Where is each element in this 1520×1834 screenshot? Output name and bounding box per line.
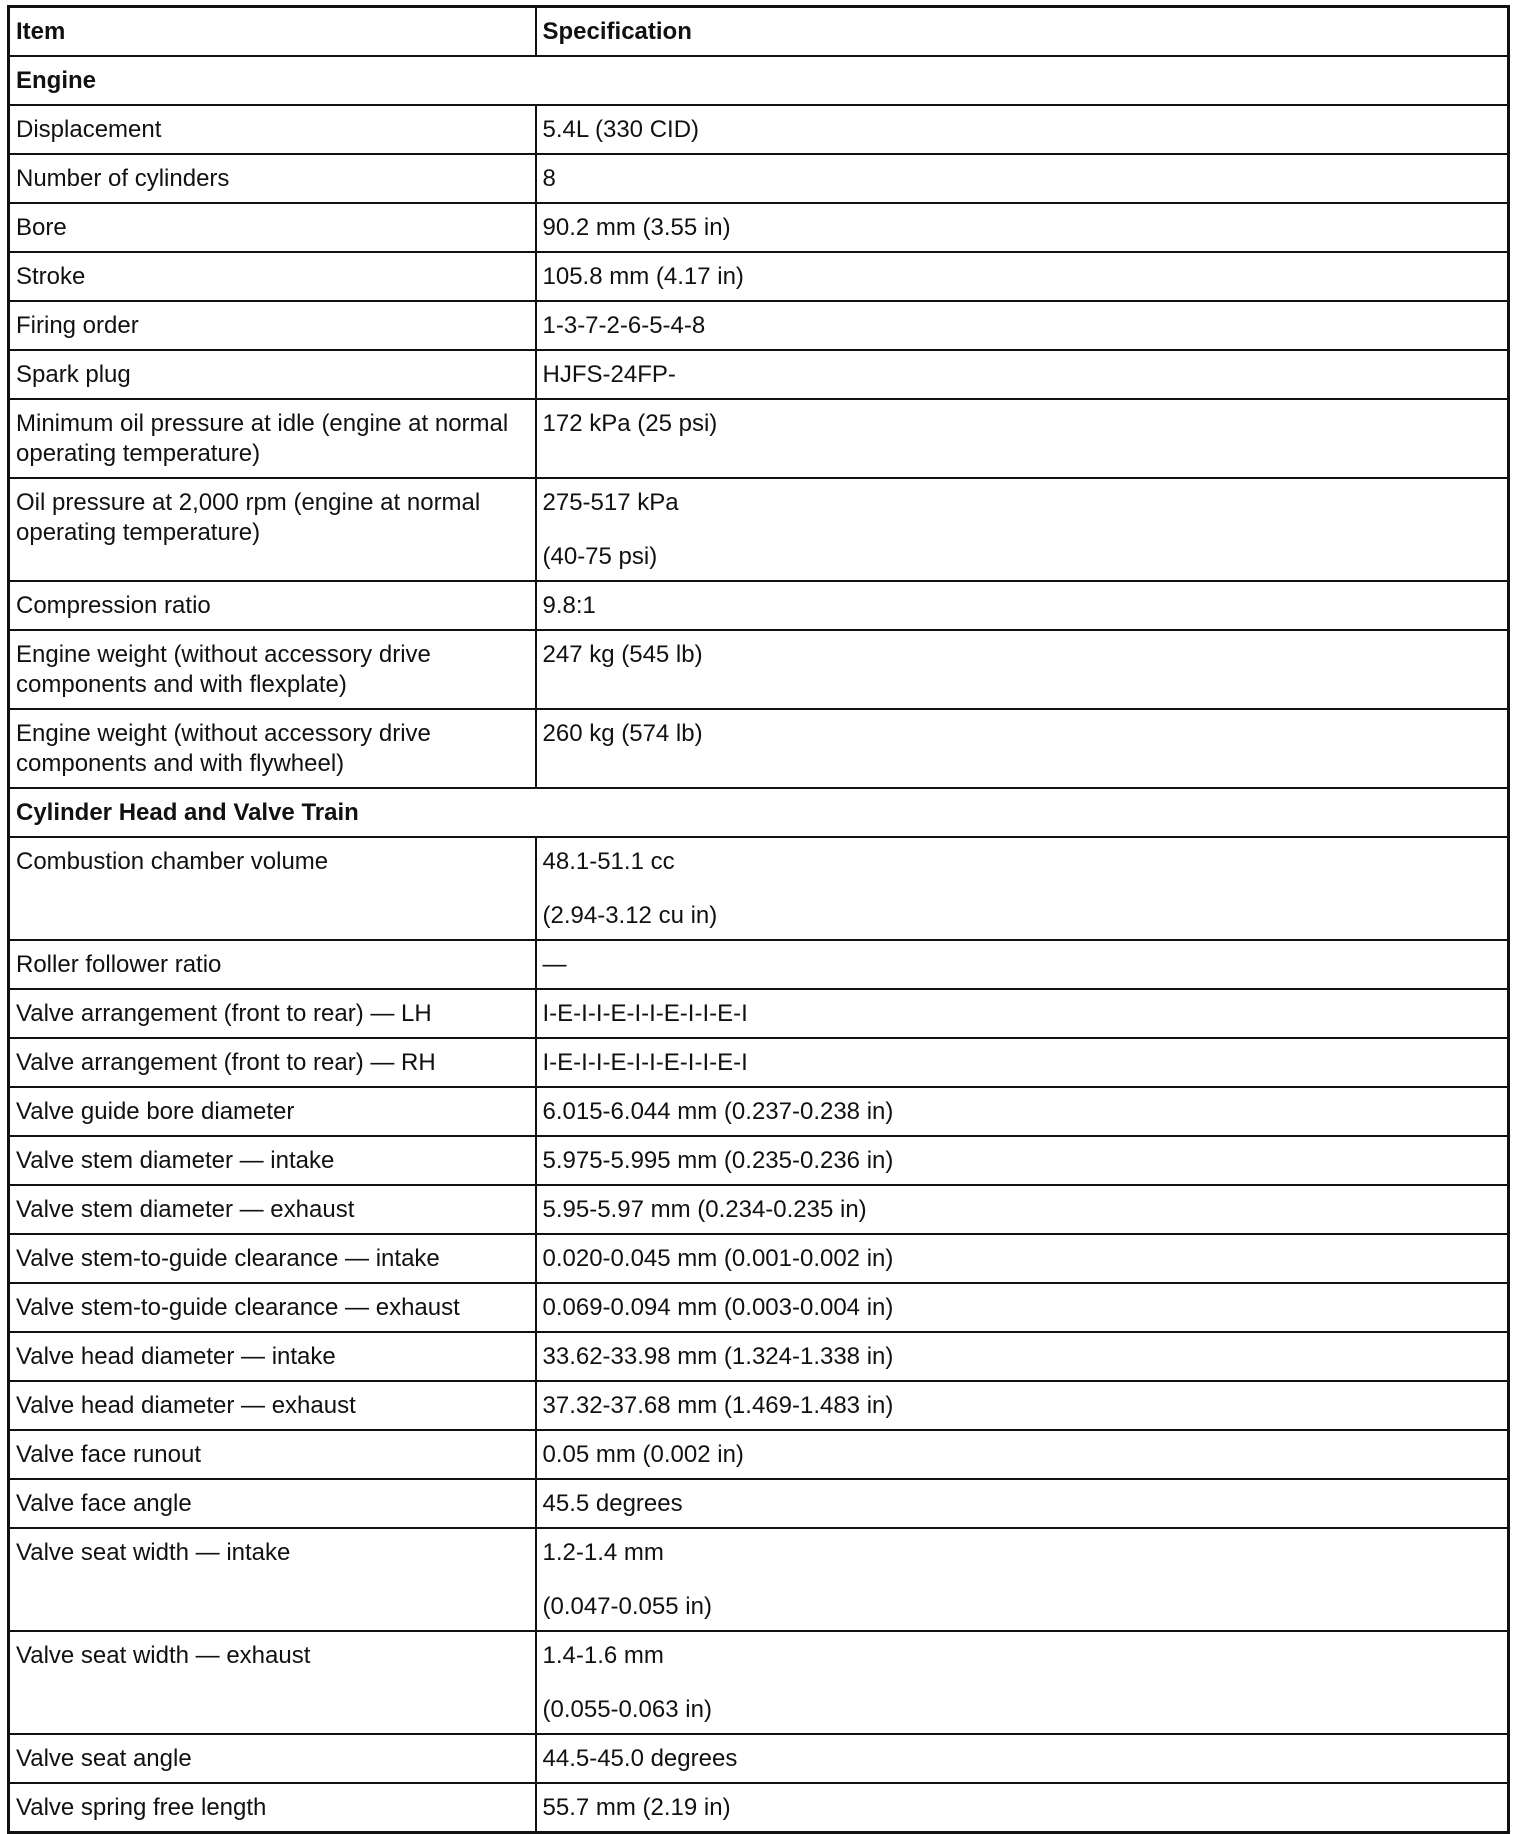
item-cell: Valve spring free length — [9, 1783, 536, 1833]
specification-value: I-E-I-I-E-I-I-E-I-I-E-I — [542, 1049, 748, 1076]
section-header-row — [9, 56, 1509, 105]
item-cell: Valve face angle — [9, 1479, 536, 1528]
table-row — [9, 252, 1509, 301]
specification-cell — [536, 154, 1509, 203]
specification-cell — [536, 1734, 1509, 1783]
specification-value: 275-517 kPa — [542, 489, 679, 516]
specification-value: 0.069-0.094 mm (0.003-0.004 in) — [542, 1294, 894, 1321]
specification-value: 1.4-1.6 mm — [542, 1642, 664, 1669]
item-cell: Stroke — [9, 252, 536, 301]
table-row — [9, 1479, 1509, 1528]
specification-cell — [536, 203, 1509, 252]
table-row — [9, 1185, 1509, 1234]
item-cell: Bore — [9, 203, 536, 252]
table-row — [9, 1234, 1509, 1283]
specification-cell — [536, 1479, 1509, 1528]
specification-cell — [536, 478, 1509, 581]
specification-value-secondary: (0.047-0.055 in) — [542, 1593, 712, 1620]
specification-value: 33.62-33.98 mm (1.324-1.338 in) — [542, 1343, 894, 1370]
table-row — [9, 105, 1509, 154]
specification-table — [7, 5, 1510, 1834]
specification-value: — — [542, 951, 567, 978]
specification-value: 8 — [542, 165, 556, 192]
specification-cell — [536, 1332, 1509, 1381]
item-cell: Valve seat width — exhaust — [9, 1631, 536, 1734]
item-cell: Valve stem diameter — intake — [9, 1136, 536, 1185]
specification-value: 260 kg (574 lb) — [542, 720, 703, 747]
item-cell: Engine weight (without accessory drive components and with flywheel) — [9, 709, 536, 788]
specification-cell — [536, 630, 1509, 709]
specification-cell — [536, 350, 1509, 399]
section-title: Engine — [9, 56, 1509, 105]
specification-value: 0.020-0.045 mm (0.001-0.002 in) — [542, 1245, 894, 1272]
specification-value: 44.5-45.0 degrees — [542, 1745, 738, 1772]
item-cell: Valve arrangement (front to rear) — LH — [9, 989, 536, 1038]
specification-cell — [536, 1430, 1509, 1479]
item-cell: Roller follower ratio — [9, 940, 536, 989]
table-row — [9, 203, 1509, 252]
specification-cell — [536, 1038, 1509, 1087]
table-row — [9, 1631, 1509, 1734]
specification-value-secondary: (2.94-3.12 cu in) — [542, 902, 718, 929]
item-cell: Number of cylinders — [9, 154, 536, 203]
specification-cell — [536, 837, 1509, 940]
table-row — [9, 1332, 1509, 1381]
specification-value: 45.5 degrees — [542, 1490, 683, 1517]
specification-cell — [536, 1136, 1509, 1185]
specification-value-secondary: (40-75 psi) — [542, 543, 658, 570]
item-cell: Valve seat angle — [9, 1734, 536, 1783]
specification-value: I-E-I-I-E-I-I-E-I-I-E-I — [542, 1000, 748, 1027]
table-row — [9, 1283, 1509, 1332]
section-header-row — [9, 788, 1509, 837]
item-cell: Valve face runout — [9, 1430, 536, 1479]
specification-value-secondary: (0.055-0.063 in) — [542, 1696, 712, 1723]
item-cell: Minimum oil pressure at idle (engine at normal operating temperature) — [9, 399, 536, 478]
specification-value: 172 kPa (25 psi) — [542, 410, 718, 437]
specification-value: 5.4L (330 CID) — [542, 116, 700, 143]
table-row — [9, 350, 1509, 399]
item-cell: Valve seat width — intake — [9, 1528, 536, 1631]
specification-value: 9.8:1 — [542, 592, 596, 619]
table-row — [9, 1038, 1509, 1087]
specification-cell — [536, 581, 1509, 630]
specification-column-header: Specification — [536, 7, 1509, 57]
specification-cell — [536, 709, 1509, 788]
item-cell: Valve stem-to-guide clearance — intake — [9, 1234, 536, 1283]
specification-cell — [536, 1631, 1509, 1734]
table-row — [9, 301, 1509, 350]
item-cell: Valve stem diameter — exhaust — [9, 1185, 536, 1234]
table-header-row — [9, 7, 1509, 57]
specification-cell — [536, 1234, 1509, 1283]
table-row — [9, 1381, 1509, 1430]
specification-cell — [536, 1381, 1509, 1430]
specification-cell — [536, 989, 1509, 1038]
specification-value: 105.8 mm (4.17 in) — [542, 263, 744, 290]
table-row — [9, 1136, 1509, 1185]
table-row — [9, 1430, 1509, 1479]
specification-cell — [536, 1283, 1509, 1332]
specification-value: 6.015-6.044 mm (0.237-0.238 in) — [542, 1098, 894, 1125]
item-cell: Valve head diameter — exhaust — [9, 1381, 536, 1430]
table-row — [9, 709, 1509, 788]
table-row — [9, 989, 1509, 1038]
specification-cell — [536, 105, 1509, 154]
specification-cell — [536, 1087, 1509, 1136]
item-cell: Displacement — [9, 105, 536, 154]
specification-value: 1-3-7-2-6-5-4-8 — [542, 312, 706, 339]
item-cell: Combustion chamber volume — [9, 837, 536, 940]
item-cell: Valve guide bore diameter — [9, 1087, 536, 1136]
table-row — [9, 837, 1509, 940]
table-row — [9, 1734, 1509, 1783]
specification-value: 247 kg (545 lb) — [542, 641, 703, 668]
table-row — [9, 1528, 1509, 1631]
item-cell: Compression ratio — [9, 581, 536, 630]
specification-value: 0.05 mm (0.002 in) — [542, 1441, 744, 1468]
specification-cell — [536, 301, 1509, 350]
specification-cell — [536, 940, 1509, 989]
table-row — [9, 399, 1509, 478]
specification-cell — [536, 1528, 1509, 1631]
specification-value: HJFS-24FP- — [542, 361, 676, 388]
specification-value: 55.7 mm (2.19 in) — [542, 1794, 731, 1821]
item-column-header: Item — [9, 7, 536, 57]
table-row — [9, 1087, 1509, 1136]
item-cell: Valve arrangement (front to rear) — RH — [9, 1038, 536, 1087]
specification-value: 5.95-5.97 mm (0.234-0.235 in) — [542, 1196, 867, 1223]
specification-value: 5.975-5.995 mm (0.235-0.236 in) — [542, 1147, 894, 1174]
table-row — [9, 581, 1509, 630]
item-cell: Firing order — [9, 301, 536, 350]
table-row — [9, 940, 1509, 989]
specification-value: 1.2-1.4 mm — [542, 1539, 664, 1566]
specification-cell — [536, 399, 1509, 478]
table-row — [9, 154, 1509, 203]
item-cell: Valve head diameter — intake — [9, 1332, 536, 1381]
item-cell: Valve stem-to-guide clearance — exhaust — [9, 1283, 536, 1332]
table-row — [9, 478, 1509, 581]
specification-value: 48.1-51.1 cc — [542, 848, 675, 875]
item-cell: Engine weight (without accessory drive components and with flexplate) — [9, 630, 536, 709]
item-cell: Spark plug — [9, 350, 536, 399]
table-body — [9, 56, 1509, 1833]
specification-cell — [536, 252, 1509, 301]
specification-cell — [536, 1185, 1509, 1234]
specification-value: 90.2 mm (3.55 in) — [542, 214, 731, 241]
item-cell: Oil pressure at 2,000 rpm (engine at normal operating temperature) — [9, 478, 536, 581]
section-title: Cylinder Head and Valve Train — [9, 788, 1509, 837]
specification-value: 37.32-37.68 mm (1.469-1.483 in) — [542, 1392, 894, 1419]
table-row — [9, 630, 1509, 709]
